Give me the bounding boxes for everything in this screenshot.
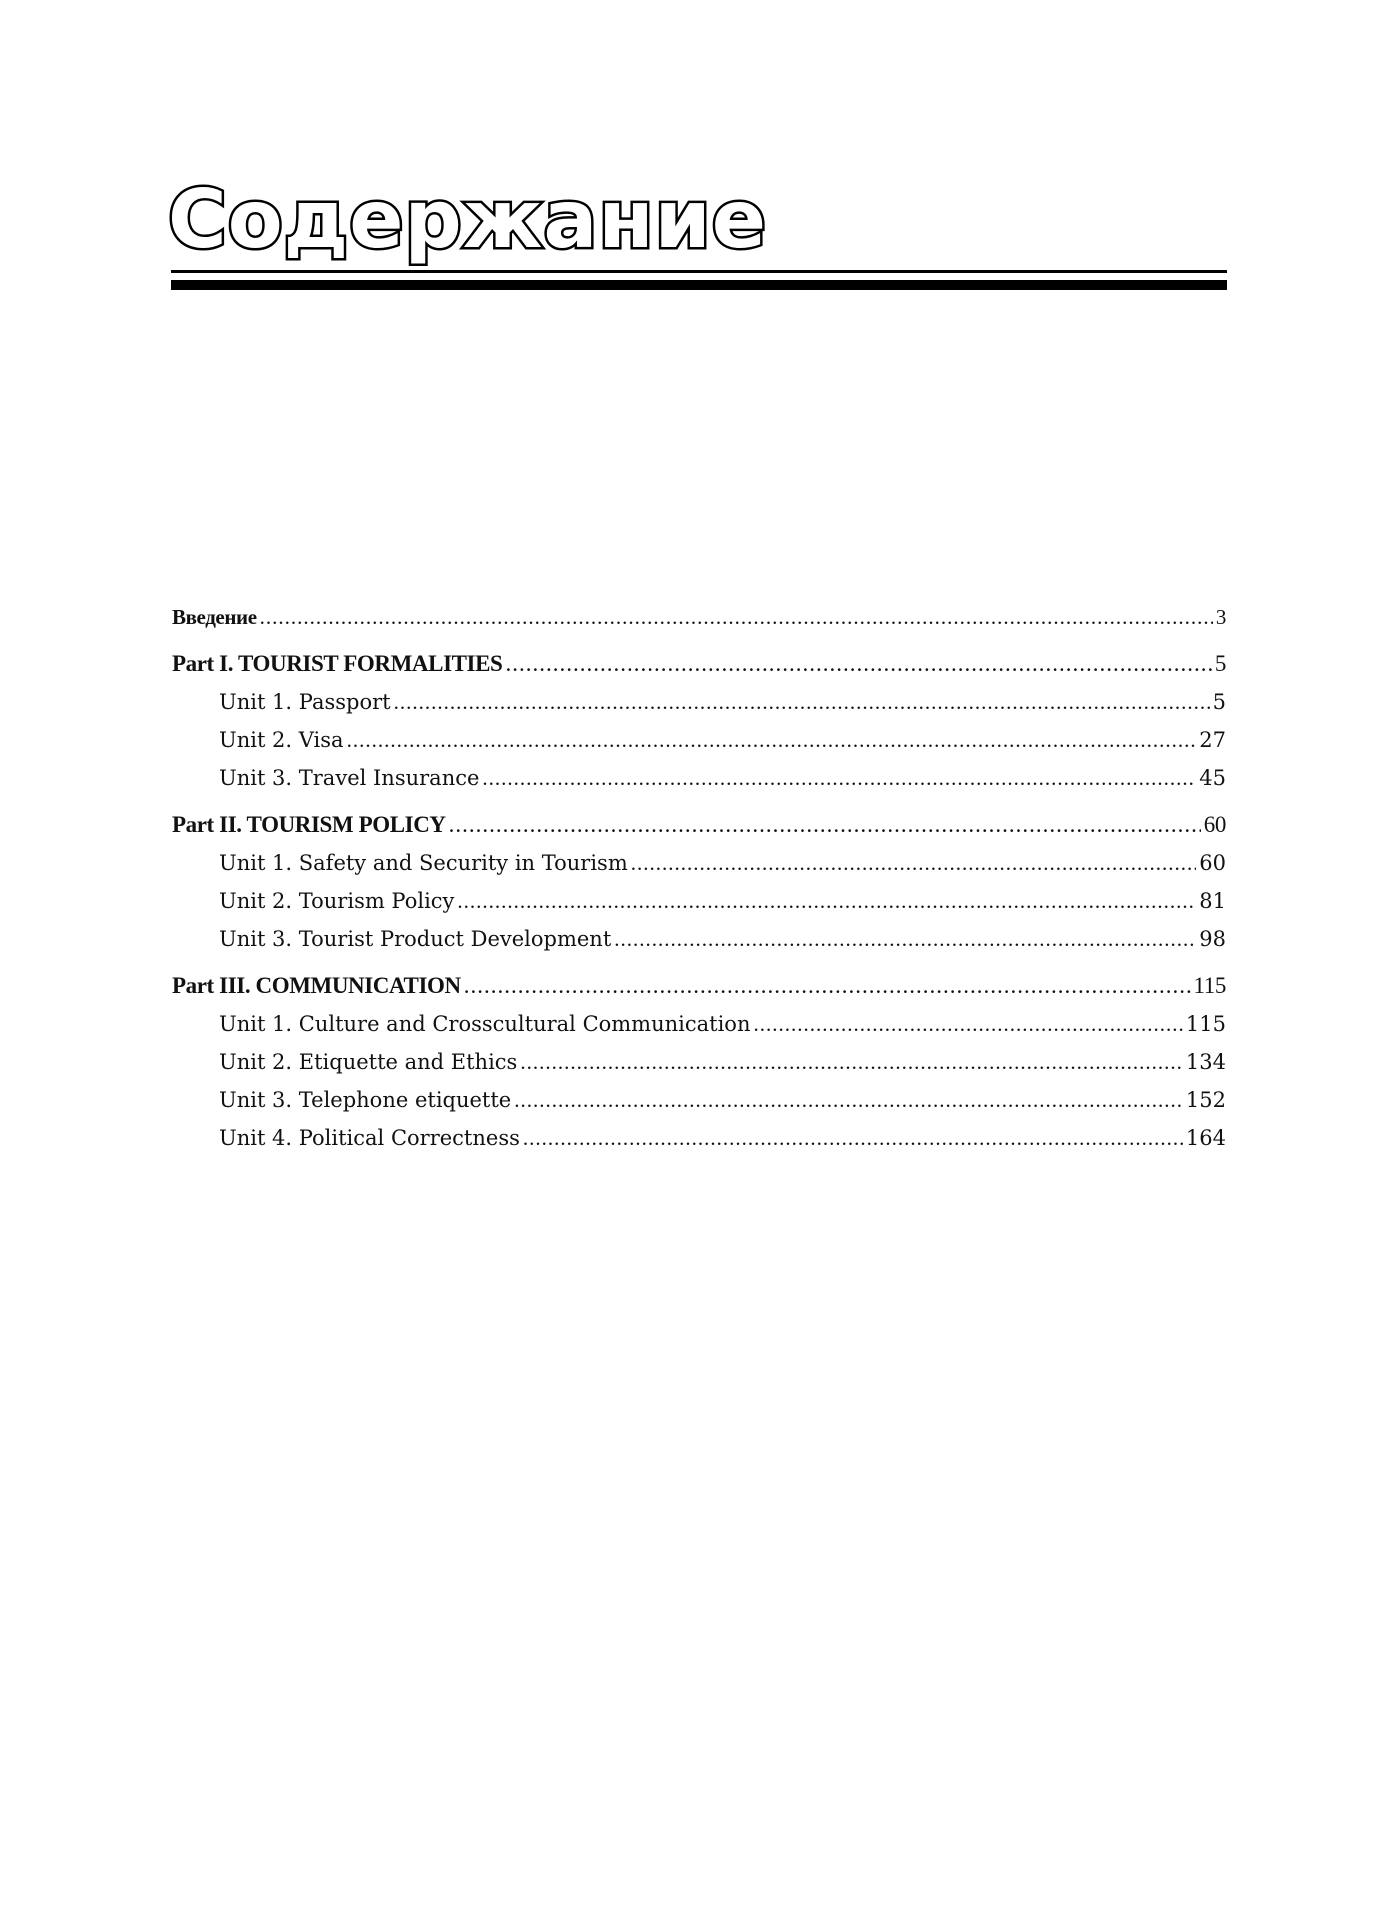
toc-entry-unit[interactable] — [172, 882, 1226, 920]
toc-dot-leader — [514, 1081, 1183, 1119]
toc-page-number: 27 — [1199, 728, 1226, 752]
toc-entry-label: Unit 3. Travel Insurance — [219, 766, 480, 790]
toc-page-number: 115 — [1185, 1012, 1226, 1036]
toc-section-part-1 — [172, 645, 1226, 797]
toc-entry-label: Unit 1. Safety and Security in Tourism — [219, 851, 628, 875]
toc-dot-leader — [464, 967, 1191, 1005]
toc-dot-leader — [523, 1119, 1183, 1157]
toc-entry-label: Unit 2. Visa — [219, 728, 344, 752]
toc-section-intro — [172, 598, 1226, 636]
toc-entry-label: Unit 2. Etiquette and Ethics — [219, 1050, 518, 1074]
toc-page-number: 3 — [1215, 605, 1226, 629]
toc-page-number: 134 — [1185, 1050, 1226, 1074]
toc-dot-leader — [457, 882, 1196, 920]
toc-entry-label: Unit 3. Telephone etiquette — [219, 1088, 512, 1112]
toc-entry-label: Unit 1. Passport — [219, 690, 391, 714]
toc-dot-leader — [505, 645, 1211, 683]
toc-entry-label: Введение — [172, 605, 257, 629]
toc-page-number: 45 — [1199, 766, 1226, 790]
toc-entry-part-3[interactable] — [172, 967, 1226, 1005]
toc-entry-part-2[interactable] — [172, 806, 1226, 844]
toc-page-number: 60 — [1203, 812, 1226, 837]
toc-entry-label: Unit 3. Tourist Product Development — [219, 927, 612, 951]
toc-entry-label: Part II. TOURISM POLICY — [172, 812, 446, 837]
toc-page-number: 81 — [1199, 889, 1226, 913]
toc-page-number: 115 — [1193, 973, 1226, 998]
title-rule-thin — [171, 270, 1227, 273]
toc-dot-leader — [631, 844, 1197, 882]
toc-entry-label: Unit 2. Tourism Policy — [219, 889, 455, 913]
toc-entry-unit[interactable] — [172, 759, 1226, 797]
toc-page-number: 5 — [1214, 651, 1226, 676]
toc-entry-unit[interactable] — [172, 1119, 1226, 1157]
toc-entry-intro[interactable] — [172, 598, 1226, 636]
toc-page-number: 5 — [1212, 690, 1226, 714]
toc-entry-label: Unit 4. Political Correctness — [219, 1126, 520, 1150]
toc-entry-label: Part I. TOURIST FORMALITIES — [172, 651, 503, 676]
toc-page-number: 164 — [1185, 1126, 1226, 1150]
toc-dot-leader — [753, 1005, 1182, 1043]
toc-dot-leader — [614, 920, 1196, 958]
title-rule-thick — [171, 280, 1227, 290]
toc-entry-part-1[interactable] — [172, 645, 1226, 683]
toc-dot-leader — [347, 721, 1197, 759]
table-of-contents — [172, 598, 1226, 1166]
toc-section-part-2 — [172, 806, 1226, 958]
toc-entry-unit[interactable] — [172, 1043, 1226, 1081]
toc-entry-unit[interactable] — [172, 721, 1226, 759]
toc-dot-leader — [260, 598, 1213, 636]
toc-entry-unit[interactable] — [172, 683, 1226, 721]
toc-entry-label: Part III. COMMUNICATION — [172, 973, 461, 998]
toc-entry-unit[interactable] — [172, 1005, 1226, 1043]
toc-entry-unit[interactable] — [172, 920, 1226, 958]
toc-dot-leader — [482, 759, 1196, 797]
toc-page-number: 98 — [1199, 927, 1226, 951]
toc-page-number: 60 — [1199, 851, 1226, 875]
toc-section-part-3 — [172, 967, 1226, 1157]
toc-entry-label: Unit 1. Culture and Crosscultural Communication — [219, 1012, 751, 1036]
toc-dot-leader — [394, 683, 1210, 721]
toc-dot-leader — [449, 806, 1201, 844]
toc-entry-unit[interactable] — [172, 1081, 1226, 1119]
page-title: Содержание — [168, 173, 767, 266]
toc-page-number: 152 — [1185, 1088, 1226, 1112]
toc-entry-unit[interactable] — [172, 844, 1226, 882]
toc-dot-leader — [520, 1043, 1183, 1081]
